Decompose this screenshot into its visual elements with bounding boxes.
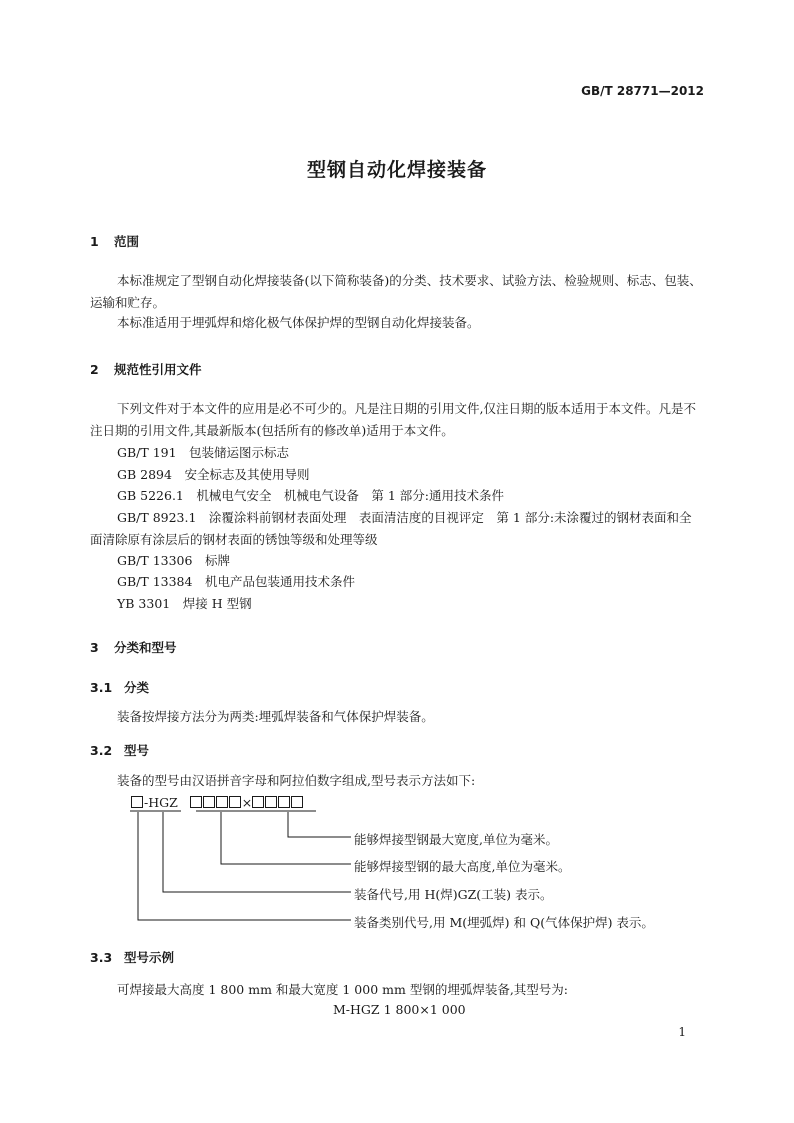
section-title: 分类 bbox=[124, 680, 150, 695]
leader-height bbox=[221, 812, 351, 864]
leader-equipment-code bbox=[163, 812, 351, 892]
reference-item: GB/T 13384 机电产品包装通用技术条件 bbox=[117, 574, 355, 589]
reference-item: GB 2894 安全标志及其使用导则 bbox=[117, 467, 310, 482]
section-3-3-heading bbox=[90, 948, 174, 966]
section-number: 3 bbox=[90, 640, 99, 655]
standard-number: GB/T 28771—2012 bbox=[581, 84, 704, 98]
times-sign: × bbox=[241, 795, 253, 810]
classification-text: 装备按焊接方法分为两类:埋弧焊装备和气体保护焊装备。 bbox=[117, 709, 434, 724]
section-number: 3.2 bbox=[90, 743, 113, 758]
annotation-category-code: 装备类别代号,用 M(埋弧焊) 和 Q(气体保护焊) 表示。 bbox=[354, 915, 654, 930]
section-number: 1 bbox=[90, 234, 99, 249]
document-title: 型钢自动化焊接装备 bbox=[306, 159, 487, 181]
model-code: -HGZ bbox=[144, 795, 178, 810]
section-title: 规范性引用文件 bbox=[114, 362, 202, 377]
leader-width bbox=[288, 812, 351, 837]
leader-category-code bbox=[138, 812, 351, 920]
annotation-max-height: 能够焊接型钢的最大高度,单位为毫米。 bbox=[354, 859, 571, 874]
reference-item: GB 5226.1 机械电气安全 机械电气设备 第 1 部分:通用技术条件 bbox=[117, 488, 504, 503]
model-example-text: 可焊接最大高度 1 800 mm 和最大宽度 1 000 mm 型钢的埋弧焊装备,其型号为: bbox=[117, 982, 569, 997]
section-title: 型号示例 bbox=[124, 950, 175, 965]
section-number: 2 bbox=[90, 362, 99, 377]
section-number: 3.3 bbox=[90, 950, 113, 965]
reference-item: YB 3301 焊接 H 型钢 bbox=[117, 596, 252, 611]
reference-item: GB/T 13306 标牌 bbox=[117, 553, 230, 568]
annotation-max-width: 能够焊接型钢最大宽度,单位为毫米。 bbox=[354, 832, 558, 847]
reference-item: GB/T 191 包装储运图示标志 bbox=[117, 445, 290, 460]
page-number: 1 bbox=[678, 1025, 686, 1039]
normative-references-intro: 下列文件对于本文件的应用是必不可少的。凡是注日期的引用文件,仅注日期的版本适用于本文件。凡是不注日期的引用文件,其最新版本(包括所有的修改单)适用于本文件。 bbox=[90, 401, 696, 438]
annotation-equipment-code: 装备代号,用 H(焊)GZ(工装) 表示。 bbox=[354, 887, 553, 902]
section-title: 型号 bbox=[124, 743, 150, 758]
scope-applicability: 本标准适用于埋弧焊和熔化极气体保护焊的型钢自动化焊接装备。 bbox=[117, 315, 480, 330]
section-title: 范围 bbox=[114, 234, 140, 249]
model-designation-text: 装备的型号由汉语拼音字母和阿拉伯数字组成,型号表示方法如下: bbox=[117, 773, 476, 788]
scope-paragraph: 本标准规定了型钢自动化焊接装备(以下简称装备)的分类、技术要求、试验方法、检验规则、标志、包装、运输和贮存。 bbox=[90, 273, 702, 310]
section-number: 3.1 bbox=[90, 680, 113, 695]
reference-item: GB/T 8923.1 涂覆涂料前钢材表面处理 表面清洁度的目视评定 第 1 部分:未涂覆过的钢材表面和全面清除原有涂层后的钢材表面的锈蚀等级和处理等级 bbox=[90, 510, 692, 547]
model-example-value: M-HGZ 1 800×1 000 bbox=[333, 1002, 466, 1017]
section-title: 分类和型号 bbox=[114, 640, 177, 655]
